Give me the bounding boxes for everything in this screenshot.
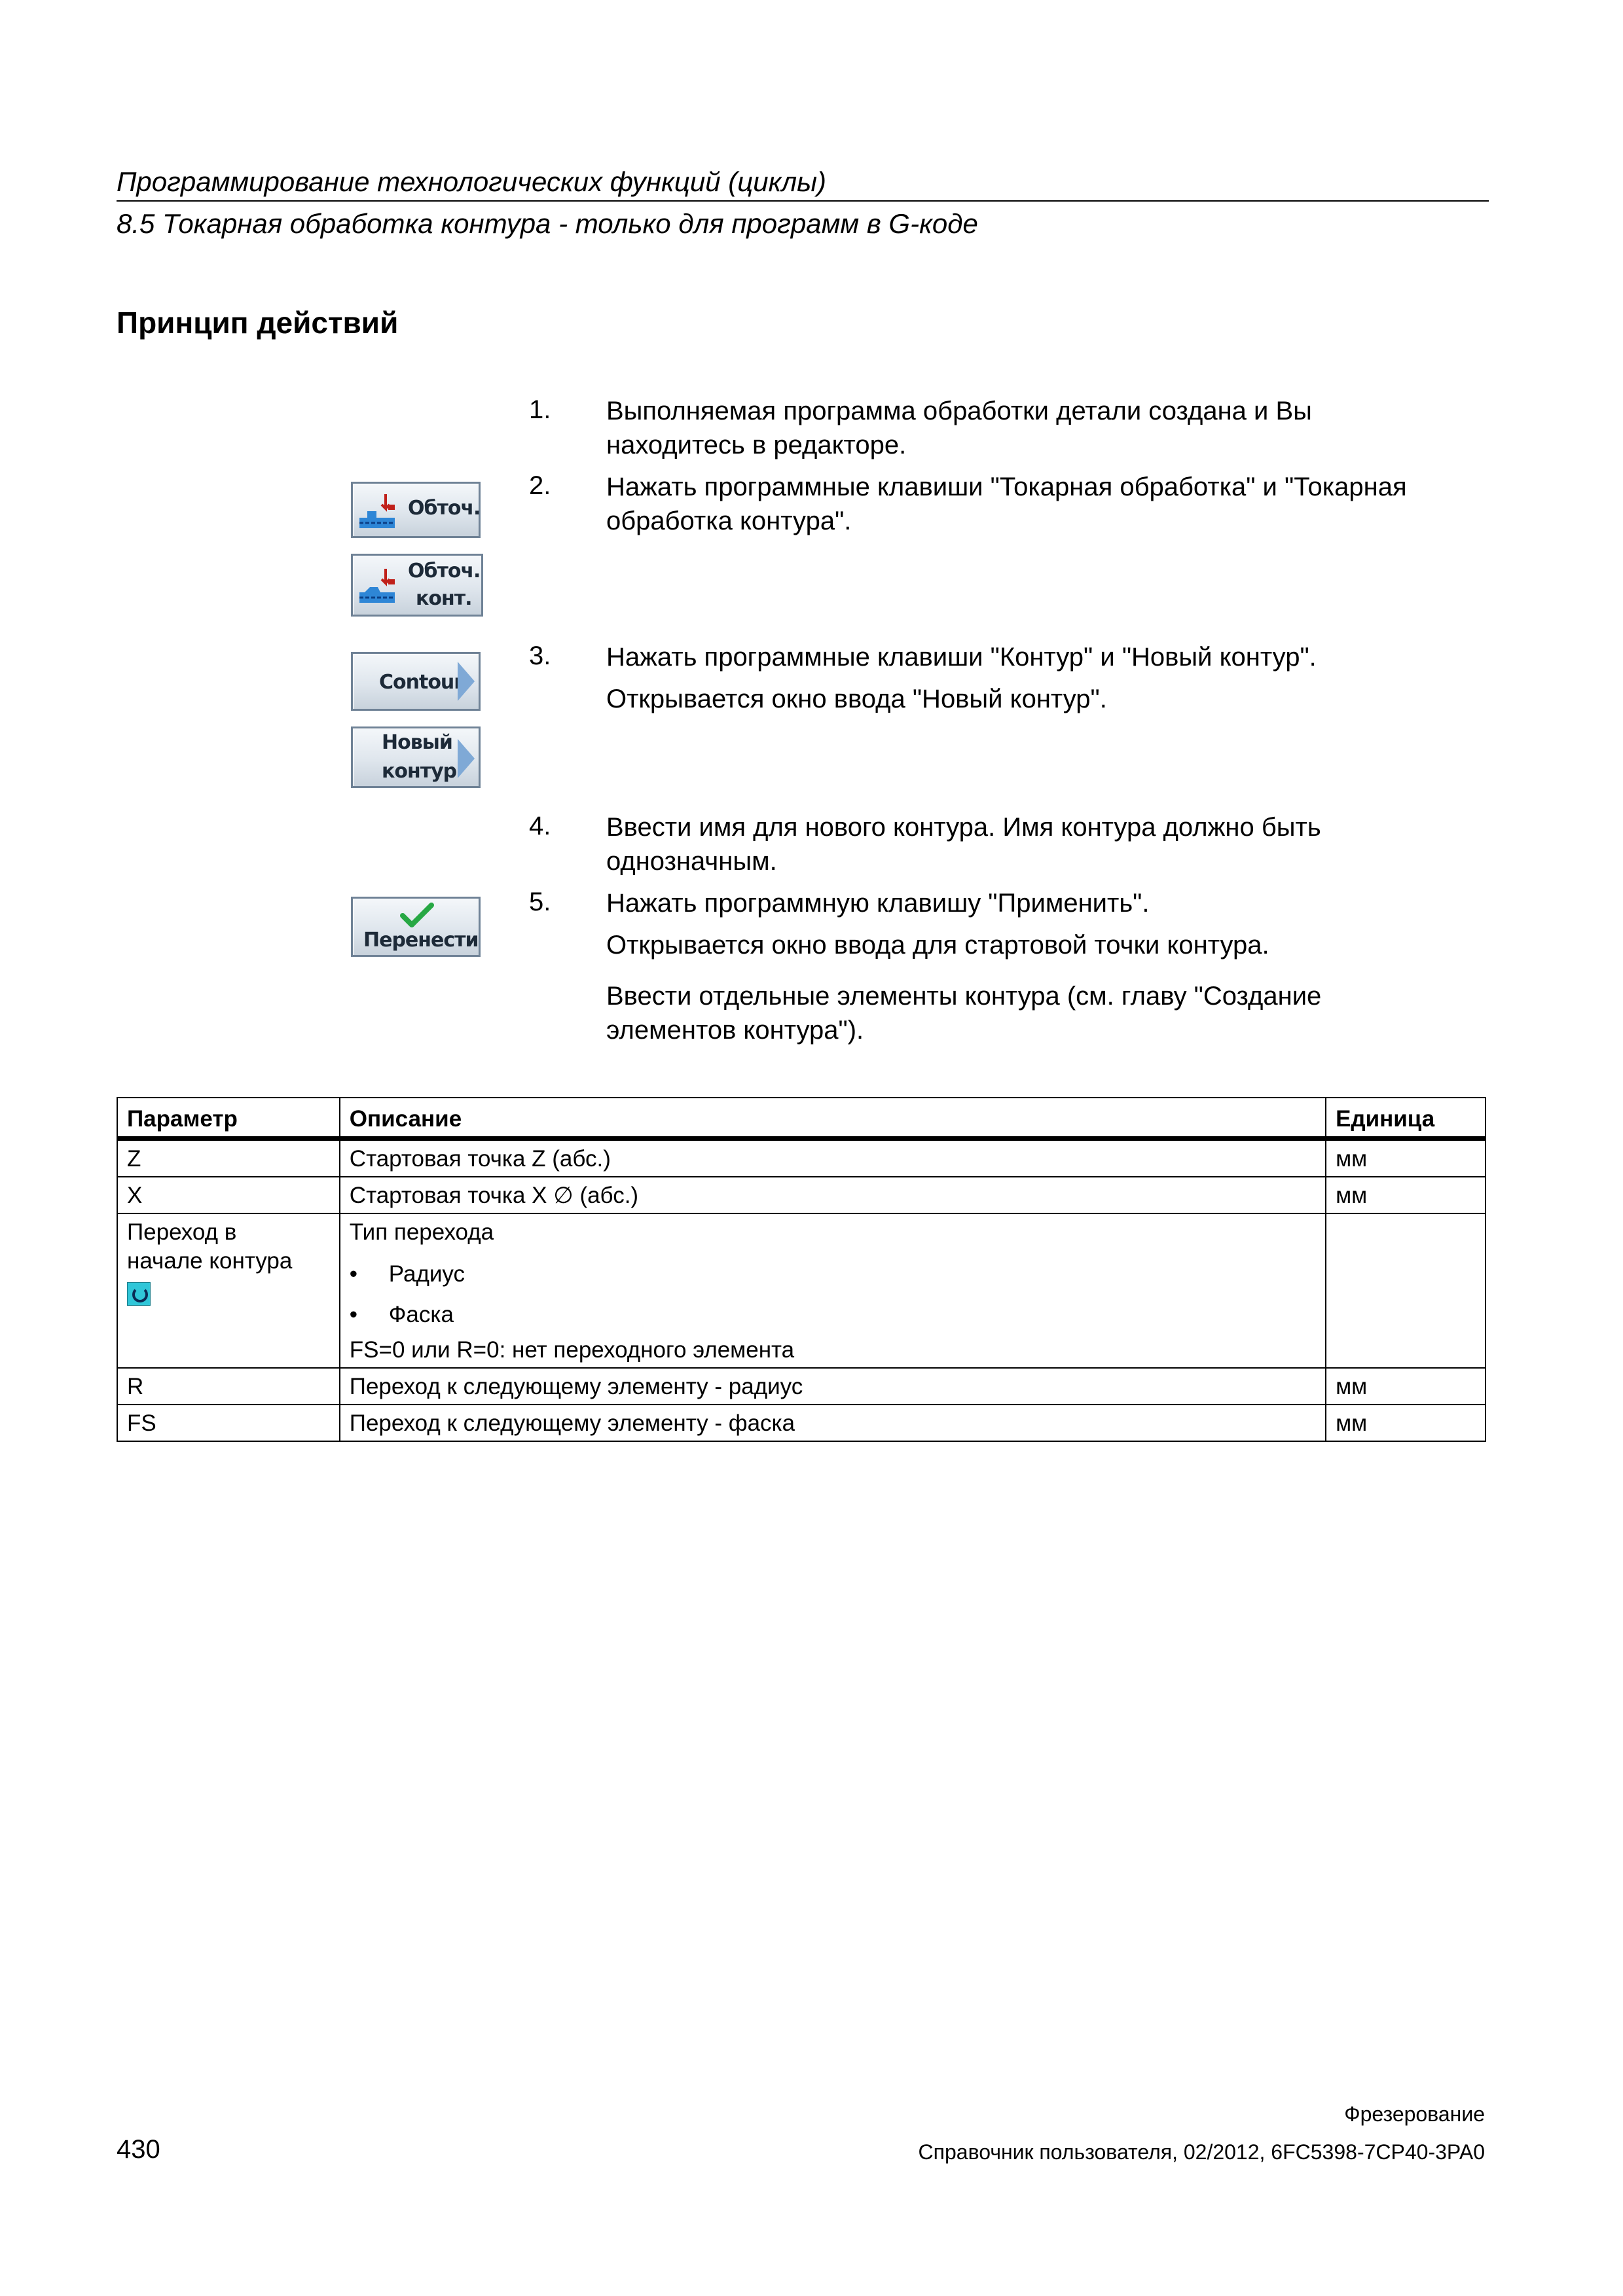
- param-cell: Z: [117, 1139, 340, 1177]
- step-4-line-2: однозначным.: [606, 847, 777, 876]
- step-5-extra-line-1: Ввести отдельные элементы контура (см. главу "Создание: [606, 982, 1322, 1011]
- bullet-text: Фаска: [388, 1302, 454, 1327]
- step-5-text: [606, 886, 1321, 1047]
- section-header: 8.5 Токарная обработка контура - только для программ в G-коде: [117, 208, 978, 239]
- description-cell: Стартовая точка Z (абс.): [340, 1139, 1326, 1177]
- unit-cell: мм: [1326, 1177, 1486, 1213]
- header-unit: Единица: [1326, 1098, 1486, 1139]
- description-cell: Переход к следующему элементу - фаска: [340, 1405, 1326, 1441]
- turning-softkey-label: Обточ.: [408, 497, 481, 520]
- step-5-note: Открывается окно ввода для стартовой точки контура.: [606, 931, 1269, 960]
- page-number: 430: [117, 2135, 160, 2164]
- contour-softkey-label: Contour: [379, 671, 464, 694]
- footer-manual: Справочник пользователя, 02/2012, 6FC5398-7CP40-3PA0: [918, 2140, 1485, 2164]
- new-contour-softkey[interactable]: [351, 726, 481, 788]
- step-1-line-2: находитесь в редакторе.: [606, 431, 907, 459]
- bullet-text: Радиус: [388, 1261, 465, 1287]
- table-row: [117, 1368, 1486, 1405]
- section-title: Принцип действий: [117, 306, 399, 340]
- description-cell: Стартовая точка X ∅ (абс.): [340, 1177, 1326, 1213]
- step-1-text: [606, 394, 1312, 462]
- table-row: [117, 1177, 1486, 1213]
- header-description: Описание: [340, 1098, 1326, 1139]
- transition-toggle-icon: [127, 1282, 151, 1306]
- accept-softkey[interactable]: [351, 897, 481, 957]
- chevron-right-icon: [458, 739, 475, 778]
- chevron-right-icon: [458, 662, 475, 701]
- unit-cell: мм: [1326, 1405, 1486, 1441]
- contour-turning-icon: [358, 566, 397, 607]
- unit-cell: мм: [1326, 1139, 1486, 1177]
- description-title: Тип перехода: [349, 1219, 494, 1245]
- contour-turning-softkey-label-2: конт.: [416, 587, 472, 610]
- table-row: [117, 1405, 1486, 1441]
- step-2-line-1: Нажать программные клавиши "Токарная обработка" и "Токарная: [606, 473, 1407, 501]
- param-cell: R: [117, 1368, 340, 1405]
- turning-icon: [358, 492, 397, 532]
- step-4-line-1: Ввести имя для нового контура. Имя контура должно быть: [606, 813, 1321, 842]
- step-1-number: 1.: [529, 395, 551, 424]
- param-line-2: начале контура: [127, 1248, 293, 1274]
- step-4-number: 4.: [529, 812, 551, 840]
- contour-turning-softkey-label-1: Обточ.: [408, 560, 481, 583]
- new-contour-softkey-label-1: Новый: [382, 731, 452, 754]
- description-cell: [340, 1213, 1326, 1368]
- step-5-number: 5.: [529, 888, 551, 916]
- bullet-item: • Радиус: [349, 1261, 465, 1287]
- bullet-item: • Фаска: [349, 1302, 454, 1327]
- checkmark-icon: [400, 903, 434, 929]
- header-rule: [117, 200, 1489, 202]
- header-parameter: Параметр: [117, 1098, 340, 1139]
- step-5-line-1: Нажать программную клавишу "Применить".: [606, 889, 1150, 918]
- table-row: [117, 1139, 1486, 1177]
- step-3-line-1: Нажать программные клавиши "Контур" и "Новый контур".: [606, 643, 1317, 672]
- chapter-header: Программирование технологических функций (циклы): [117, 166, 827, 197]
- contour-softkey[interactable]: [351, 652, 481, 711]
- param-cell: X: [117, 1177, 340, 1213]
- step-3-note: Открывается окно ввода "Новый контур".: [606, 685, 1107, 713]
- param-cell: [117, 1213, 340, 1368]
- turning-softkey[interactable]: [351, 482, 481, 538]
- param-cell: FS: [117, 1405, 340, 1441]
- description-cell: Переход к следующему элементу - радиус: [340, 1368, 1326, 1405]
- step-2-line-2: обработка контура".: [606, 507, 852, 535]
- step-2-text: [606, 470, 1407, 538]
- contour-turning-softkey[interactable]: [351, 554, 483, 617]
- table-header-row: [117, 1098, 1486, 1139]
- step-3-text: [606, 640, 1317, 716]
- step-2-number: 2.: [529, 471, 551, 500]
- accept-softkey-label: Перенести: [363, 929, 479, 952]
- footer-product: Фрезерование: [1344, 2102, 1485, 2126]
- step-4-text: [606, 810, 1321, 878]
- param-line-1: Переход в: [127, 1219, 237, 1245]
- description-note: FS=0 или R=0: нет переходного элемента: [349, 1337, 795, 1363]
- unit-cell: [1326, 1213, 1486, 1368]
- unit-cell: мм: [1326, 1368, 1486, 1405]
- parameter-table: [117, 1097, 1486, 1442]
- table-row: [117, 1213, 1486, 1368]
- step-3-number: 3.: [529, 641, 551, 670]
- new-contour-softkey-label-2: контур: [382, 760, 457, 783]
- step-1-line-1: Выполняемая программа обработки детали создана и Вы: [606, 397, 1312, 425]
- step-5-extra-line-2: элементов контура").: [606, 1016, 864, 1045]
